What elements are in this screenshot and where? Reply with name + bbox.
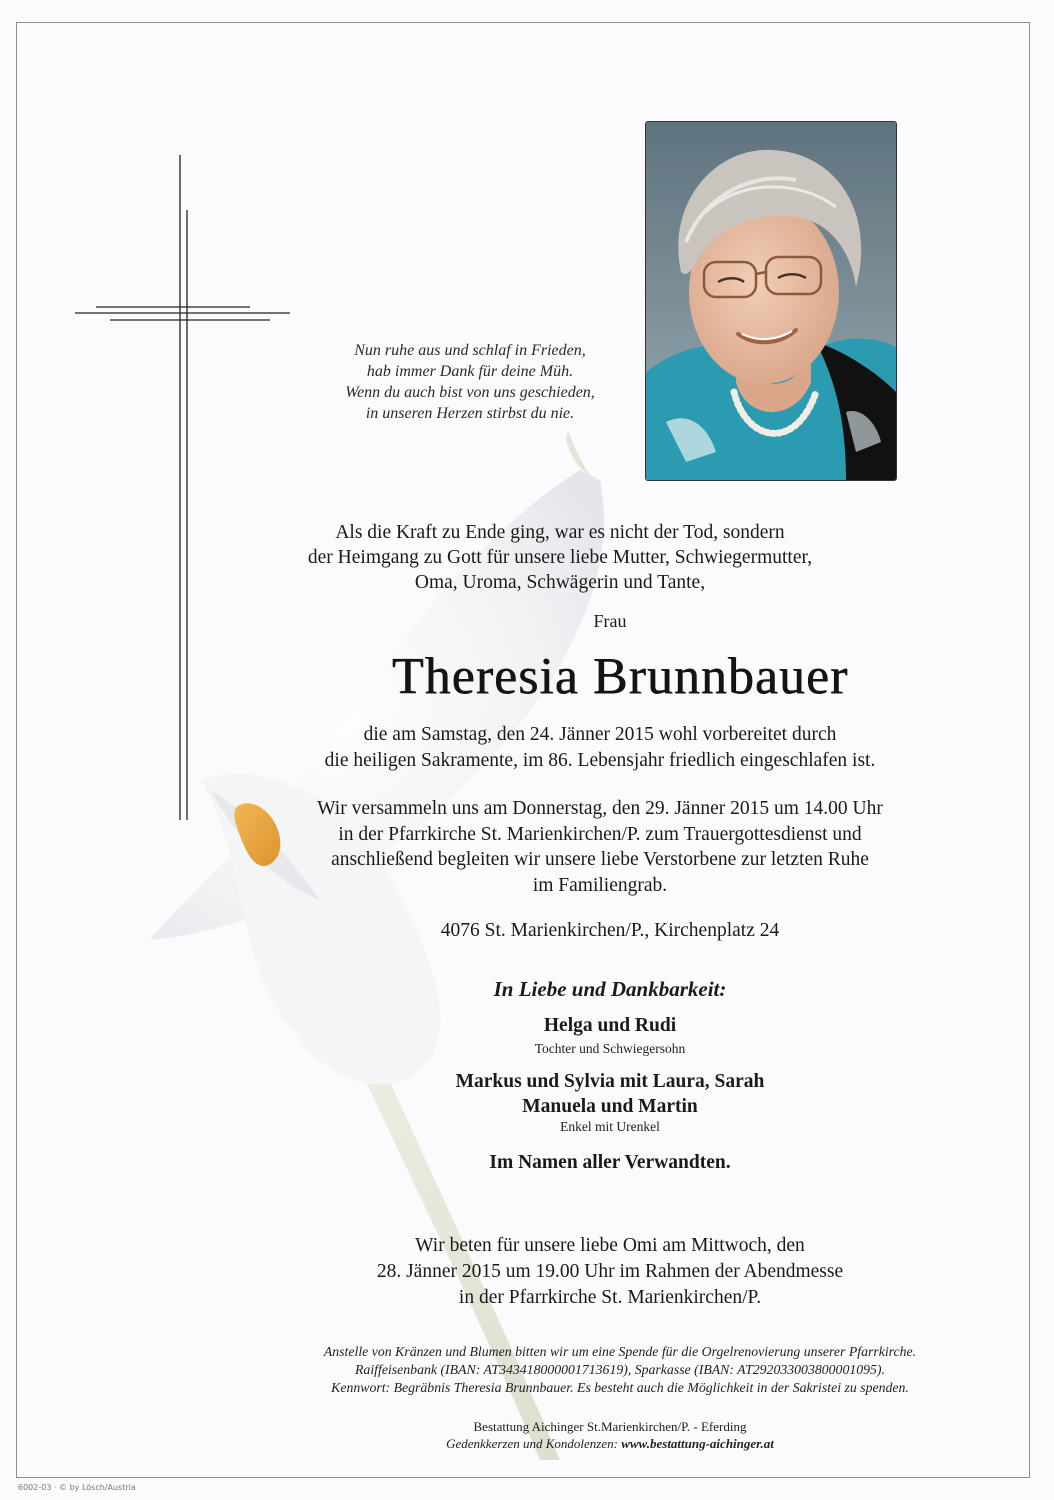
prayer-announcement [280, 1233, 940, 1311]
relatives-line: Im Namen aller Verwandten. [489, 1152, 731, 1173]
prayer-line: in der Pfarrkirche St. Marienkirchen/P. [458, 1287, 762, 1308]
intro-line: der Heimgang zu Gott für unsere liebe Mutter, Schwiegermutter, [307, 547, 813, 568]
prayer-line: 28. Jänner 2015 um 19.00 Uhr im Rahmen der Abendmesse [376, 1261, 844, 1282]
funeral-line: in der Pfarrkirche St. Marienkirchen/P. zum Trauergottesdienst und [338, 823, 862, 845]
funeral-home-name: Bestattung Aichinger St.Marienkirchen/P. - Eferding [473, 1419, 747, 1434]
portrait-photo [645, 121, 897, 481]
funeral-home-info [380, 1418, 840, 1452]
mourner-names: Markus und Sylvia mit Laura, Sarah [455, 1071, 765, 1092]
memorial-poem [300, 340, 640, 424]
prayer-line: Wir beten für unsere liebe Omi am Mittwoch, den [415, 1235, 805, 1256]
poem-line: Nun ruhe aus und schlaf in Frieden, [354, 342, 586, 359]
death-line: die heiligen Sakramente, im 86. Lebensjahr friedlich eingeschlafen ist. [324, 750, 876, 771]
death-line: die am Samstag, den 24. Jänner 2015 wohl vorbereitet durch [363, 724, 837, 745]
intro-text [230, 520, 890, 595]
donation-line: Kennwort: Begräbnis Theresia Brunnbauer. Es besteht auch die Möglichkeit in der Sakristei zu spenden. [331, 1380, 909, 1395]
home-address: 4076 St. Marienkirchen/P., Kirchenplatz 24 [440, 920, 780, 941]
mourner-group [360, 1069, 860, 1135]
funeral-home-website-link[interactable]: www.bestattung-aichinger.at [621, 1436, 774, 1451]
donation-note [230, 1343, 1010, 1397]
mourners-heading: In Liebe und Dankbarkeit: [493, 977, 727, 1001]
mourner-group [400, 1014, 820, 1060]
donation-line: Raiffeisenbank (IBAN: AT343418000001713619), Sparkasse (IBAN: AT292033003800001095). [355, 1362, 885, 1377]
funeral-line: im Familiengrab. [532, 874, 668, 896]
funeral-announcement [240, 796, 960, 898]
printer-mark: 6002-03 · © by Lösch/Austria [18, 1483, 136, 1492]
deceased-name: Theresia Brunnbauer [391, 648, 849, 705]
mourner-relation: Enkel mit Urenkel [560, 1119, 660, 1134]
funeral-line: Wir versammeln uns am Donnerstag, den 29. Jänner 2015 um 14.00 Uhr [317, 798, 883, 819]
funeral-line: anschließend begleiten wir unsere liebe Verstorbene zur letzten Ruhe [331, 849, 869, 870]
condolence-line [380, 1435, 840, 1452]
salutation: Frau [593, 611, 627, 631]
intro-line: Oma, Uroma, Schwägerin und Tante, [414, 572, 706, 593]
poem-line: Wenn du auch bist von uns geschieden, [345, 384, 595, 401]
mourner-names: Manuela und Martin [522, 1096, 698, 1117]
poem-line: in unseren Herzen stirbst du nie. [365, 405, 575, 422]
death-notice [240, 722, 960, 774]
mourner-relation: Tochter und Schwiegersohn [534, 1041, 686, 1056]
donation-line: Anstelle von Kränzen und Blumen bitten wir um eine Spende für die Orgelrenovierung unserer Pfarrkirche. [323, 1344, 917, 1359]
intro-line: Als die Kraft zu Ende ging, war es nicht der Tod, sondern [335, 522, 785, 543]
poem-line: hab immer Dank für deine Müh. [366, 363, 574, 380]
mourner-names: Helga und Rudi [543, 1015, 677, 1036]
condolence-label: Gedenkkerzen und Kondolenzen: [446, 1436, 618, 1451]
